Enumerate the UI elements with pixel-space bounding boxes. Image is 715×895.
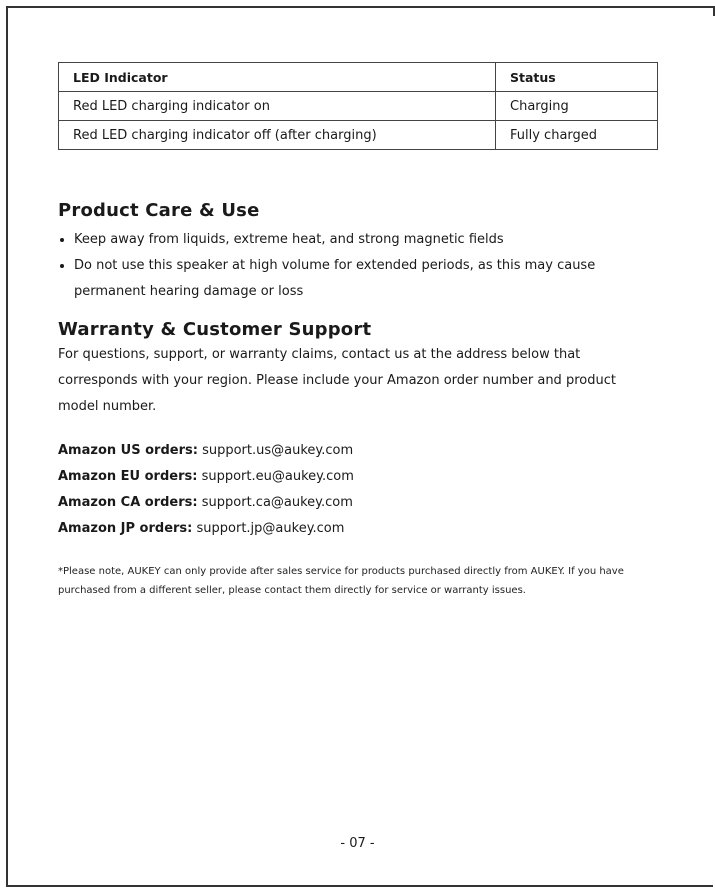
table-cell-led: Red LED charging indicator on [59, 92, 496, 121]
table-cell-led: Red LED charging indicator off (after charging) [59, 121, 496, 150]
contact-label: Amazon CA orders: [58, 495, 198, 510]
table-cell-status: Charging [496, 92, 658, 121]
contact-email: support.jp@aukey.com [196, 521, 345, 536]
contact-email: support.us@aukey.com [202, 443, 354, 458]
table-row [59, 92, 658, 121]
contact-row-ca [58, 490, 660, 516]
list-item: Keep away from liquids, extreme heat, and strong magnetic fields [58, 227, 660, 253]
table-row [59, 121, 658, 150]
service-note: *Please note, AUKEY can only provide after sales service for products purchased directly from AUKEY. If you have purchased from a different seller, please contact them directly for service or warranty issues. [58, 566, 624, 596]
contact-row-us [58, 438, 660, 464]
led-indicator-table [58, 62, 658, 150]
table-header-led: LED Indicator [59, 63, 496, 92]
product-care-list [58, 227, 660, 305]
contact-label: Amazon JP orders: [58, 521, 193, 536]
page-number: - 07 - [340, 836, 375, 851]
table-header-row [59, 63, 658, 92]
list-item: Do not use this speaker at high volume for extended periods, as this may cause permanent hearing damage or loss [58, 253, 660, 305]
contact-row-eu [58, 464, 660, 490]
contact-row-jp [58, 516, 660, 542]
table-cell-status: Fully charged [496, 121, 658, 150]
contact-email: support.ca@aukey.com [201, 495, 353, 510]
page-content [58, 62, 660, 610]
support-contacts [58, 438, 660, 542]
warranty-body-text: For questions, support, or warranty claims, contact us at the address below that corresponds with your region. Please include your Amazon order number and product model number. [58, 347, 616, 414]
contact-label: Amazon US orders: [58, 443, 198, 458]
product-care-heading: Product Care & Use [58, 200, 260, 221]
table-header-status: Status [496, 63, 658, 92]
warranty-heading: Warranty & Customer Support [58, 319, 372, 340]
contact-email: support.eu@aukey.com [201, 469, 354, 484]
contact-label: Amazon EU orders: [58, 469, 198, 484]
